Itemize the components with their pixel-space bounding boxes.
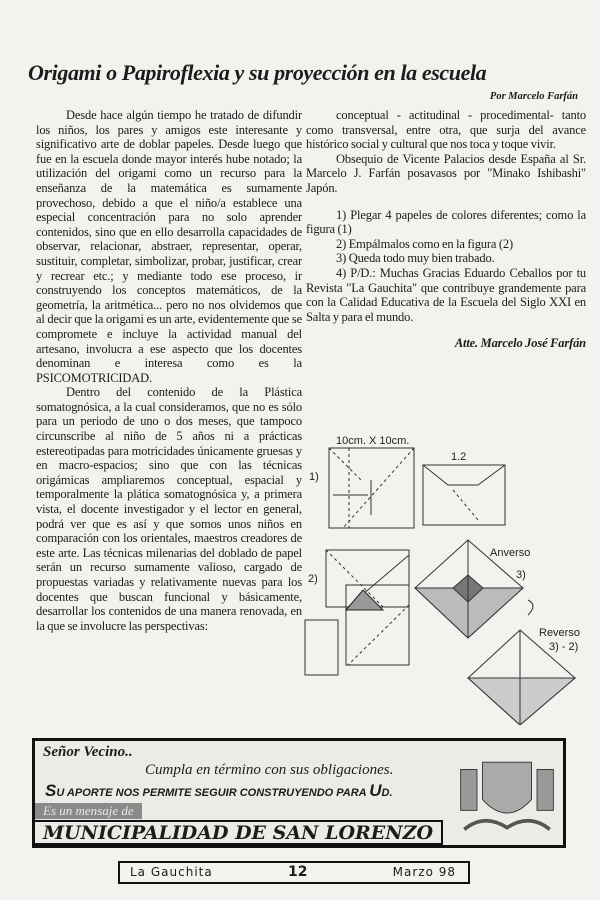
fig12-label: 1.2 [451, 451, 467, 463]
page-number: 12 [288, 864, 308, 880]
ad-greeting: Señor Vecino.. [43, 744, 133, 760]
paragraph: Dentro del contenido de la Plástica somatognósica, a la cual consideramos, que no es sólo para un periodo de uno o dos meses, que tampoco circunscribe al niño de 5 años ni a prácticas estereotipadas para motricidades únicamente gruesas y en macro-espacios; sino que con las técnicas origámicas ampliaremos conceptual, espacial y temporalmente la plática somatognósica y, a primera vista, el docente investigador y el lector en general, podrá ver que es así y que somos unos niños en comparación con los orientales, maestros creadores de este arte. Las técnicas milenarias del doblado de papel serán un recurso sumamente valioso, cargado de propuestas variadas y relativamente nuevas para los docentes que buscan funcional y básicamente, desarrollar los contenidos de una manera renovada, en la que se involucre las perspectivas: [36, 385, 302, 633]
ad-mensaje: Es un mensaje de [35, 803, 142, 819]
municipality-ad [32, 738, 566, 848]
paragraph: Desde hace algún tiempo he tratado de difundir los niños, los pares y amigos este interesante y significativo arte de doblar papeles. Desde luego que fue en la escuela donde mayor interés hube notado; la utilización del origami como un recurso para la enseñanza de la matemática es sumamente provechoso, debido a que el niño/a establece una especial concentración para no solo aprender contenidos, sino que en ello desarrolla capacidades de observar, relacionar, abstraer, representar, operar, sustituir, completar, simbolizar, probar, justificar, crear y recrear etc.; y mediante todo ese proceso, ir construyendo los conceptos matemáticos, de la geometría, la aritmética... pero no nos olvidemos que al decir que la origami es un arte, evidentemente que se compromete e incluye la actividad manual del artesano, involucra a ese aspecto que los docentes denominan e interesa como es la PSICOMOTRICIDAD. [36, 108, 302, 385]
origami-diagram [303, 410, 595, 725]
reverso-label: Reverso [539, 627, 580, 639]
article-byline: Por Marcelo Farfán [489, 91, 578, 102]
steps-list [306, 208, 586, 325]
left-column [36, 108, 302, 733]
paragraph: conceptual - actitudinal - procedimental- tanto como transversal, entre otra, que surja del avance histórico social y cultural que nos toca y toque vivir. [306, 108, 586, 152]
ad-municipality: MUNICIPALIDAD DE SAN LORENZO [35, 820, 443, 845]
coat-of-arms-icon [457, 745, 557, 843]
anverso-label: Anverso [490, 547, 531, 559]
right-column [306, 108, 586, 351]
issue-date: Marzo 98 [392, 865, 456, 879]
ad-message: Cumpla en término con sus obligaciones. [145, 762, 394, 778]
ad-aporte: SU APORTE NOS PERMITE SEGUIR CONSTRUYENDO PARA UD. [45, 781, 393, 800]
step-item: 3) Queda todo muy bien trabado. [336, 251, 495, 266]
page-footer [118, 861, 470, 884]
magazine-name: La Gauchita [130, 865, 213, 879]
fig1-label: 1) [309, 471, 319, 483]
article-title: Origami o Papiroflexia y su proyección en la escuela [28, 60, 487, 85]
step-item: 2) Empálmalos como en la figura (2) [336, 236, 514, 251]
step-item: 1) Plegar 4 papeles de colores diferentes; como la figura (1) [306, 207, 586, 237]
step-item: 4) P/D.: Muchas Gracias Eduardo Ceballos por tu Revista "La Gauchita" que contribuye grandemente para con la Calidad Educativa de la Escuela del Siglo XXI en Salta y para el mundo. [306, 265, 586, 324]
fig2-square-c [305, 620, 338, 675]
fig1-size-label: 10cm. X 10cm. [336, 435, 410, 447]
fig2-square-b [346, 585, 409, 665]
fig2-label: 2) [308, 573, 318, 585]
paragraph: Obsequio de Vicente Palacios desde España al Sr. Marcelo J. Farfán posavasos por "Minako Ishibashi" Japón. [306, 151, 586, 195]
fig32-label: 3) - 2) [549, 641, 579, 653]
fig3-label: 3) [516, 569, 526, 581]
signature: Atte. Marcelo José Farfán [454, 336, 586, 351]
